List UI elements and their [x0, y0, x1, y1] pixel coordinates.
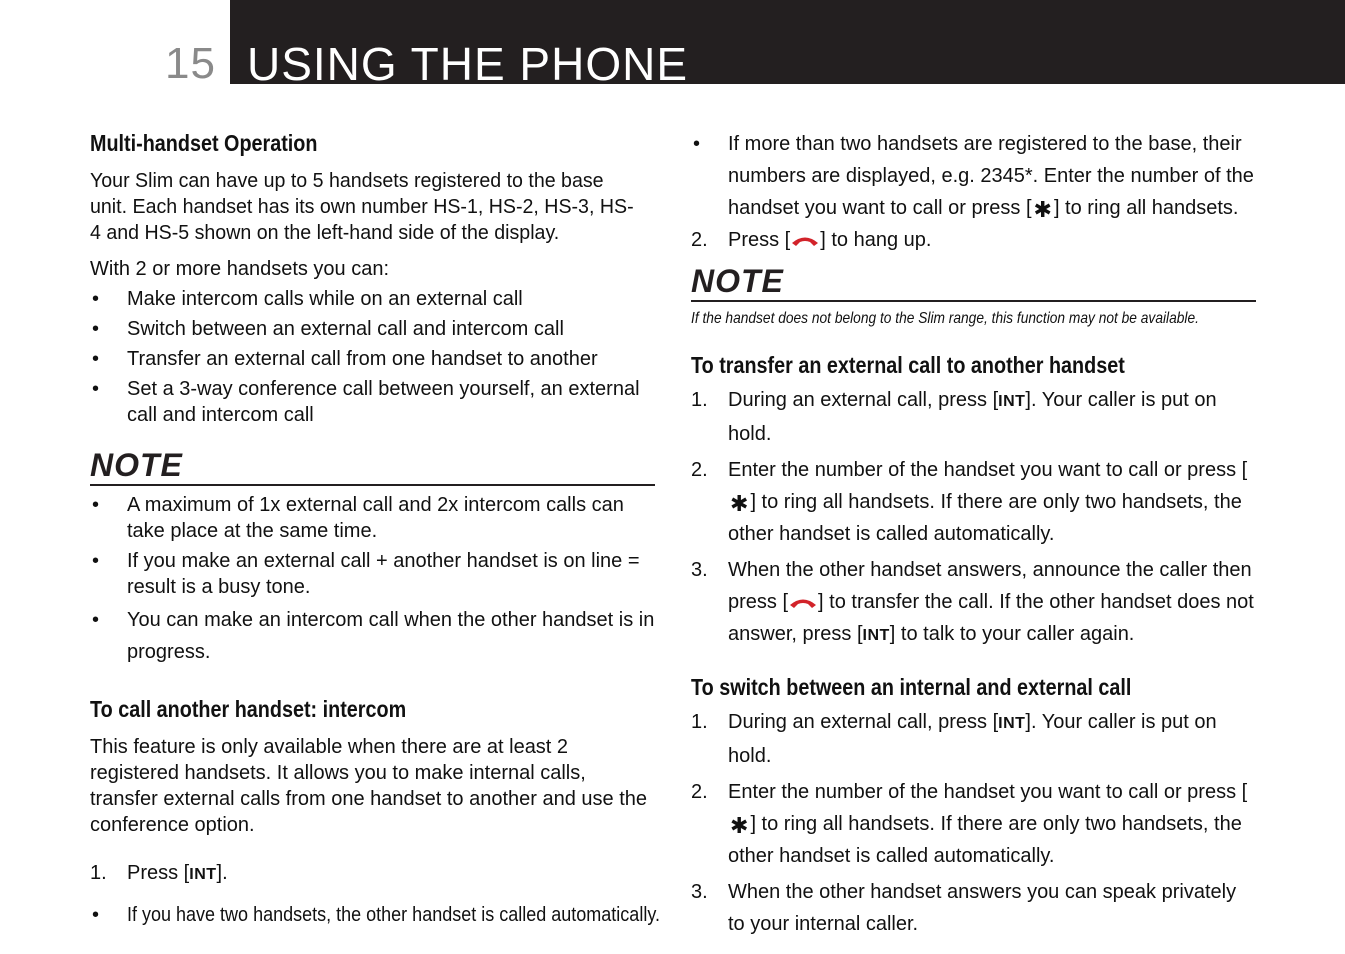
list-item: • Switch between an external call and intercom call: [92, 318, 564, 340]
bullet-icon: •: [92, 348, 100, 370]
hang-up-icon: [788, 596, 818, 610]
star-key-icon: ✱: [1033, 197, 1052, 222]
intercom-paragraph: This feature is only available when there are at least 2 registered handsets. It allows you to make internal calls, transfer external calls from one handset to another and use the conference option.: [90, 736, 648, 836]
with-more-handsets-text: With 2 or more handsets you can:: [90, 258, 390, 280]
list-item: • If you make an external call + another handset is on line = result is a busy tone.: [92, 550, 640, 598]
bullet-icon: •: [92, 288, 100, 310]
list-item: 2. Enter the number of the handset you want to call or press [✱ ] to ring all handsets. If there are only two handsets, the other handset is called automatically.: [691, 781, 1248, 867]
list-item: 2. Enter the number of the handset you want to call or press [✱ ] to ring all handsets. If there are only two handsets, the other handset is called automatically.: [691, 459, 1248, 545]
int-key-icon: INT: [862, 627, 890, 644]
star-key-icon: ✱: [730, 491, 749, 516]
transfer-heading: To transfer an external call to another handset: [691, 352, 1125, 378]
multi-handset-heading: Multi-handset Operation: [90, 130, 318, 156]
bullet-icon: •: [92, 378, 100, 400]
left-column: [90, 128, 660, 928]
list-item: • Set a 3-way conference call between yourself, an external call and intercom call: [92, 378, 640, 426]
page-number: 15: [165, 39, 216, 88]
note-text: If the handset does not belong to the Slim range, this function may not be available.: [691, 310, 1199, 327]
bullet-icon: •: [92, 494, 100, 516]
list-item: 1. During an external call, press [INT]. Your caller is put on hold.: [691, 706, 1256, 772]
notes-list: [90, 492, 655, 668]
list-item: • If you have two handsets, the other handset is called automatically.: [92, 904, 660, 926]
int-key-icon: INT: [998, 715, 1026, 732]
list-item: • You can make an intercom call when the other handset is in progress.: [90, 604, 655, 668]
list-item: • If more than two handsets are registered to the base, their numbers are displayed, e.g. 2345*. Enter the number of the handset you want to call or press [✱ ] to ring all handsets.: [691, 128, 1256, 224]
list-item: • Make intercom calls while on an external call: [92, 288, 523, 310]
bullet-icon: •: [92, 318, 100, 340]
hang-up-icon: [790, 234, 820, 248]
transfer-steps: [691, 384, 1256, 652]
right-column: [691, 128, 1256, 940]
switch-steps: [691, 706, 1256, 940]
list-item: • A maximum of 1x external call and 2x intercom calls can take place at the same time.: [92, 494, 624, 542]
list-item: 3. When the other handset answers, announce the caller then press [ ] to transfer the call. If the other handset does not answer, press [INT] to talk to your caller again.: [691, 554, 1256, 652]
multi-handset-paragraph: Your Slim can have up to 5 handsets registered to the base unit. Each handset has its own number HS-1, HS-2, HS-3, HS-4 and HS-5 shown on the left-hand side of the display.: [90, 170, 634, 244]
bullet-icon: •: [92, 609, 100, 631]
int-key-icon: INT: [998, 393, 1026, 410]
bullet-icon: •: [92, 904, 100, 926]
abilities-list: [90, 286, 655, 428]
header-bar: [230, 0, 1345, 90]
page-title: USING THE PHONE: [247, 38, 688, 90]
list-item: 1. During an external call, press [INT]. Your caller is put on hold.: [691, 384, 1256, 450]
switch-heading: To switch between an internal and external call: [691, 674, 1132, 700]
bullet-icon: •: [92, 550, 100, 572]
int-key-icon: INT: [189, 866, 217, 883]
note-heading: NOTE: [691, 262, 1256, 302]
intercom-step-1: 1. Press [INT].: [90, 860, 655, 888]
note-heading: NOTE: [90, 446, 655, 486]
list-item: • Transfer an external call from one handset to another: [92, 348, 598, 370]
intercom-heading: To call another handset: intercom: [90, 696, 407, 722]
hang-up-step: 2. Press [ ] to hang up.: [691, 229, 932, 251]
list-item: 3. When the other handset answers you can speak privately to your internal caller.: [691, 881, 1237, 935]
star-key-icon: ✱: [730, 813, 749, 838]
bullet-icon: •: [693, 133, 701, 155]
